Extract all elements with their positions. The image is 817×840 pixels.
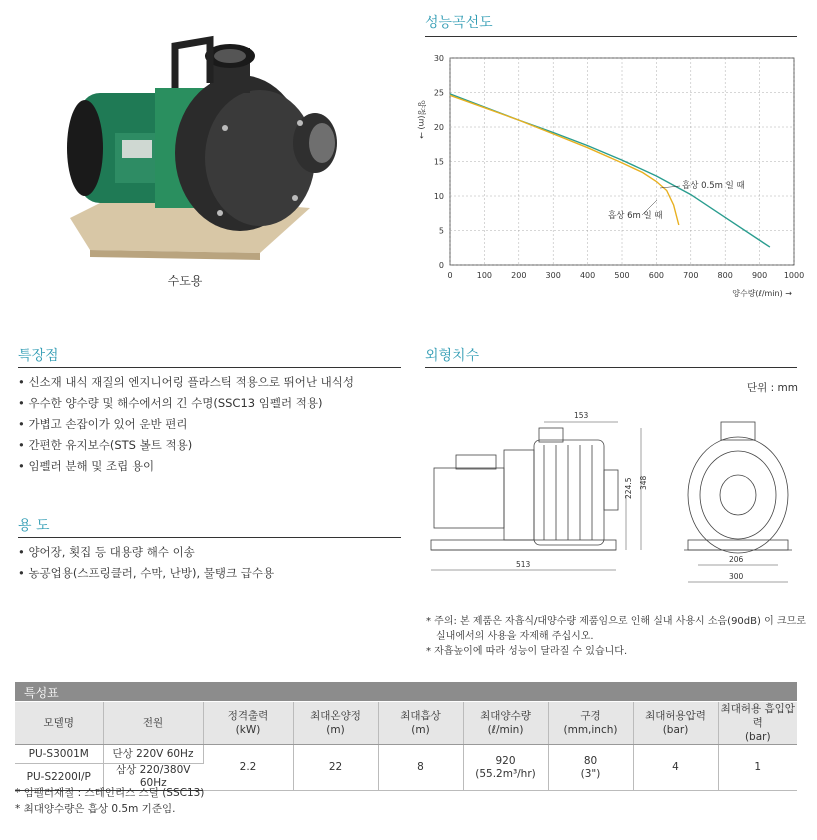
x-tick-label: 700 (683, 271, 699, 280)
dimension-drawing (426, 400, 801, 600)
chart-grid (450, 58, 794, 265)
spec-title: 특성표 (24, 686, 59, 700)
cell-suction-pressure: 1 (718, 745, 797, 791)
cell-model: PU-S2200I/P (15, 764, 103, 791)
dim-label-300: 300 (729, 572, 744, 581)
caution-note: * 주의: 본 제품은 자흡식/대양수량 제품임으로 인해 실내 사용시 소음(90dB) 이 크므로 (426, 616, 806, 627)
chart-annotation-suction-05m: 흡상 0.5m 일 때 (682, 181, 745, 191)
usage-rule (18, 537, 401, 538)
y-tick-label: 5 (438, 226, 444, 236)
cell-output: 2.2 (203, 745, 293, 791)
spec-footnote-material: * 임펠러재질 : 스테인리스 스틸 (SSC13) (15, 787, 205, 799)
chart-annotation-suction-6m: 흡상 6m 일 때 (608, 211, 663, 221)
cell-power: 단상 220V 60Hz (103, 745, 203, 764)
y-tick-label: 0 (438, 261, 444, 270)
feature-item: • 신소재 내식 재질의 엔지니어링 플라스틱 적용으로 뛰어난 내식성 (18, 375, 354, 389)
x-tick-label: 1000 (783, 271, 805, 280)
features-title: 특장점 (18, 348, 59, 364)
usage-item: • 농공업용(스프링클러, 수막, 난방), 물탱크 급수용 (18, 566, 275, 580)
x-tick-label: 400 (579, 271, 596, 280)
dim-label-224: 224.5 (624, 477, 633, 499)
x-tick-label: 600 (648, 271, 665, 280)
dim-label-513: 513 (516, 560, 531, 569)
chart-x-ticks (447, 271, 804, 280)
caution-note-cont: 실내에서의 사용을 자제해 주십시오. (436, 631, 594, 642)
x-tick-label: 200 (511, 271, 527, 280)
usage-item: • 양어장, 횟집 등 대용량 해수 이송 (18, 545, 195, 559)
dim-label-348: 348 (639, 475, 648, 490)
usage-list (18, 542, 274, 584)
spec-table (15, 702, 797, 791)
header-power: 전원 (103, 702, 203, 745)
x-tick-label: 800 (717, 271, 733, 280)
header-head: 최대온양정 (m) (293, 702, 378, 745)
x-tick-label: 500 (614, 271, 630, 280)
chart-series (450, 94, 770, 247)
cell-flow: 920 (55.2m³/hr) (463, 745, 548, 791)
performance-chart (412, 50, 812, 300)
y-tick-label: 25 (433, 88, 444, 98)
chart-y-ticks (434, 54, 444, 270)
cell-model: PU-S3001M (15, 745, 103, 764)
header-suction-pressure: 최대허용 흡입압력 (bar) (718, 702, 797, 745)
spec-header-bar (15, 682, 797, 701)
cell-head: 22 (293, 745, 378, 791)
feature-item: • 임펠러 분해 및 조립 용이 (18, 459, 155, 473)
unit-label: 단위 : mm (747, 382, 798, 394)
dim-label-153: 153 (574, 411, 589, 420)
dimensions-rule (425, 367, 797, 368)
cell-pressure: 4 (633, 745, 718, 791)
spec-footnote-flow: * 최대양수량은 흡상 0.5m 기준임. (15, 803, 176, 815)
y-tick-label: 30 (433, 54, 444, 63)
y-tick-label: 15 (433, 157, 444, 167)
features-rule (18, 367, 401, 368)
performance-rule (425, 36, 797, 37)
chart-x-label: 양수량(ℓ/min) → (732, 289, 792, 298)
performance-title: 성능곡선도 (425, 15, 493, 31)
series-line-0 (450, 94, 770, 247)
dim-label-206: 206 (729, 555, 744, 564)
cell-power: 삼상 220/380V 60Hz (103, 764, 203, 791)
x-tick-label: 300 (545, 271, 561, 280)
dimensions-title: 외형치수 (425, 348, 480, 364)
header-suction: 최대흡상 (m) (378, 702, 463, 745)
x-tick-label: 900 (751, 271, 768, 280)
chart-y-label: 양정(m) → (417, 100, 426, 139)
y-tick-label: 10 (433, 192, 444, 201)
header-bore: 구경 (mm,inch) (548, 702, 633, 745)
cell-bore: 80 (3") (548, 745, 633, 791)
x-tick-label: 0 (447, 271, 453, 280)
cell-suction: 8 (378, 745, 463, 791)
y-tick-label: 20 (433, 123, 444, 132)
usage-title: 용 도 (18, 518, 50, 534)
header-pressure: 최대허용압력 (bar) (633, 702, 718, 745)
header-output: 정격출력 (kW) (203, 702, 293, 745)
table-row (15, 745, 797, 764)
x-tick-label: 100 (476, 271, 493, 280)
suction-note: * 자흡높이에 따라 성능이 달라질 수 있습니다. (426, 646, 628, 657)
product-photo (60, 28, 350, 263)
header-flow: 최대양수량 (ℓ/min) (463, 702, 548, 745)
feature-item: • 간편한 유지보수(STS 볼트 적용) (18, 438, 193, 452)
feature-item: • 우수한 양수량 및 해수에서의 긴 수명(SSC13 임펠러 적용) (18, 396, 323, 410)
features-list (18, 372, 354, 477)
product-caption: 수도용 (167, 274, 203, 288)
header-model: 모델명 (15, 702, 103, 745)
feature-item: • 가볍고 손잡이가 있어 운반 편리 (18, 417, 188, 431)
